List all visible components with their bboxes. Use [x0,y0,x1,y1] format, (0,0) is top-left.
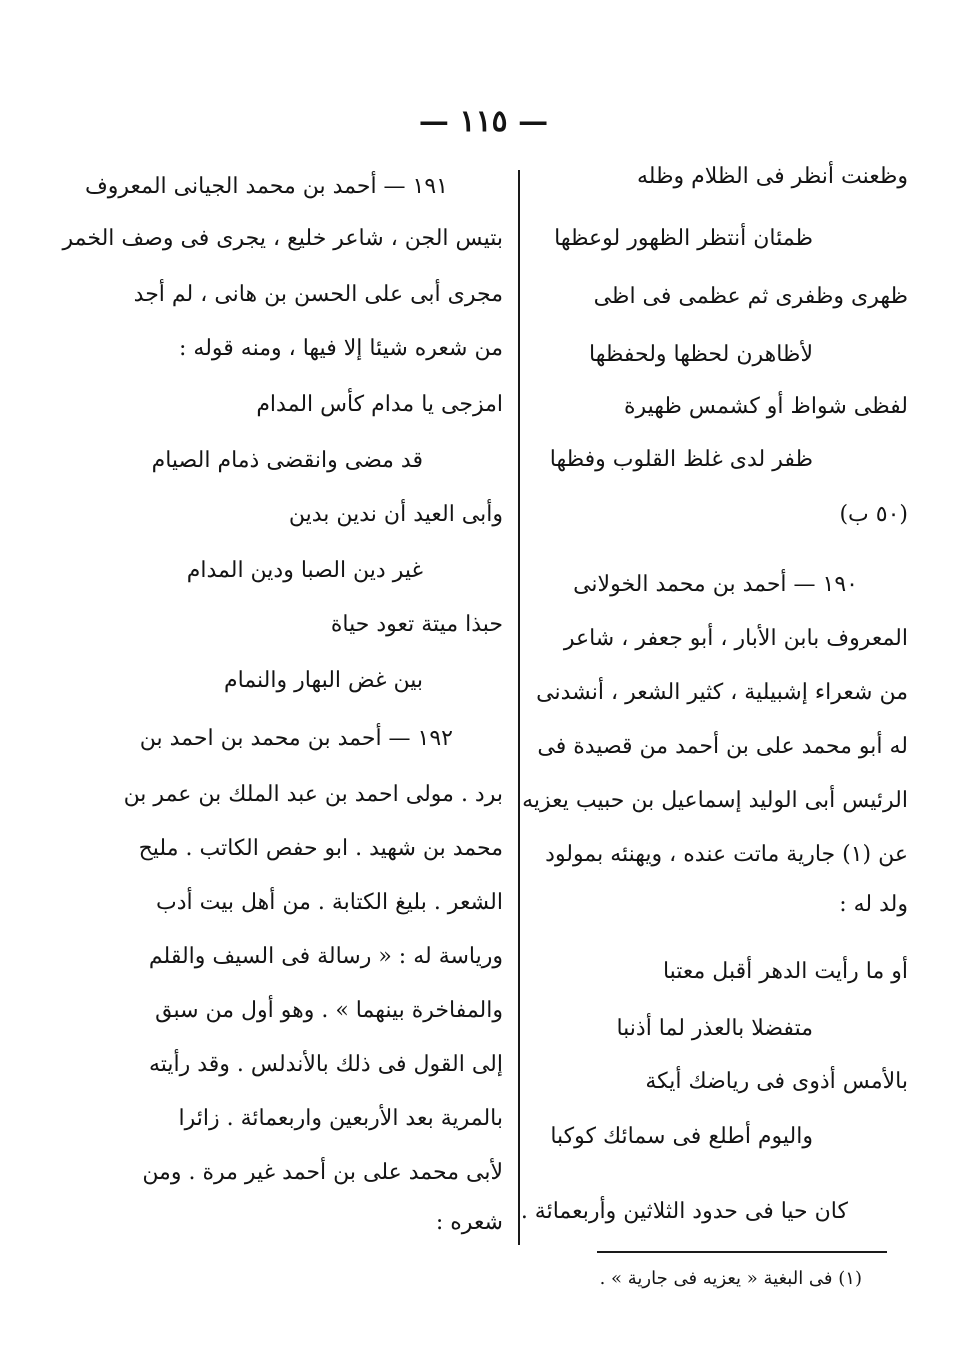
footnote-rule [597,1251,887,1253]
text-line: من شعراء إشبيلية ، كثير الشعر ، أنشدنى [536,680,908,705]
text-line: والمفاخرة بينهما » . وهو أول من سبق [155,998,503,1023]
text-line: من شعره شيئا إلا فيها ، ومنه قوله : [179,336,503,361]
text-line: أو ما رأيت الدهر أقبل معتبا [662,959,908,984]
text-line: ١٩٠ — أحمد بن محمد الخولانى [573,572,858,597]
text-line: له أبو محمد على بن أحمد من قصيدة فى [537,734,908,759]
text-line: ظفر لدى غلظ القلوب وفظها [549,447,813,472]
text-line: لأظاهرن لحظها ولحفظها [589,342,813,367]
left-column [62,164,503,1244]
text-line: وأبى العيد أن ندين بدين [288,502,503,527]
text-line: غير دين الصبا ودين المدام [186,558,423,583]
text-line: برد . مولى احمد بن عبد الملك بن عمر بن [123,782,503,807]
text-line: ١٩٢ — أحمد بن محمد بن احمد بن [139,726,453,751]
text-line: واليوم أطلع فى سمائك كوكبا [550,1124,813,1149]
right-column [520,164,908,1244]
text-line: متفضلا بالعذر لما أذنبا [616,1016,813,1041]
text-line: بالمرية بعد الأربعين واربعمائة . زائرا [178,1106,503,1131]
text-line: ١٩١ — أحمد بن محمد الجيانى المعروف [84,174,448,199]
text-line: المعروف بابن الأبار ، أبو جعفر ، شاعر [563,626,908,651]
text-line: إلى القول فى ذلك بالأندلس . وقد رأيته [148,1052,503,1077]
text-line: محمد بن شهيد . ابو حفص الكاتب . مليح [138,836,503,861]
text-line: ورياسة له : « رسالة فى السيف والقلم [148,944,503,969]
text-line: لفظى شواظ أو كشمس ظهيرة [623,394,908,419]
text-line: ظمئان أنتظر الظهور لوعظها [554,226,813,251]
column-divider [518,170,520,1245]
text-line: عن (١) جارية ماتت عنده ، ويهنئه بمولود [545,842,908,867]
text-line: كان حيا فى حدود الثلاثين وأربعمائة . [520,1199,848,1224]
text-line: وظعنت أنظر فى الظلام وظله [636,164,908,189]
footnote: (١) فى البغية « يعزيه فى جارية » . [599,1268,862,1289]
text-line: بتيس الجن ، شاعر خليع ، يجرى فى وصف الخمر [62,226,503,251]
text-line: امزجى يا مدام كأس المدام [256,392,503,417]
text-line: بين غض البهار والنمام [224,668,423,693]
text-line: ولد له : [839,892,908,917]
text-line: قد مضى وانقضى ذمام الصيام [151,448,423,473]
text-line: الرئيس أبى الوليد إسماعيل بن حبيب يعزيه [522,788,908,813]
text-line: الشعر . بليغ الكتابة . من أهل بيت أدب [156,890,503,915]
text-line: (٥٠ ب) [839,502,908,527]
text-line: مجرى أبى على الحسن بن هانى ، لم أجد [133,282,503,307]
text-line: شعره : [435,1210,503,1235]
text-line: ظهرى وظفرى ثم عظمى فى اظى [593,284,908,309]
page-number: — ١١٥ — [418,104,549,139]
text-line: حبذا ميتة تعود حياة [330,612,503,637]
text-line: لأبى محمد على بن أحمد غير مرة . ومن [142,1160,503,1185]
text-line: بالأمس أذوى فى رياضك أيكة [645,1069,908,1094]
